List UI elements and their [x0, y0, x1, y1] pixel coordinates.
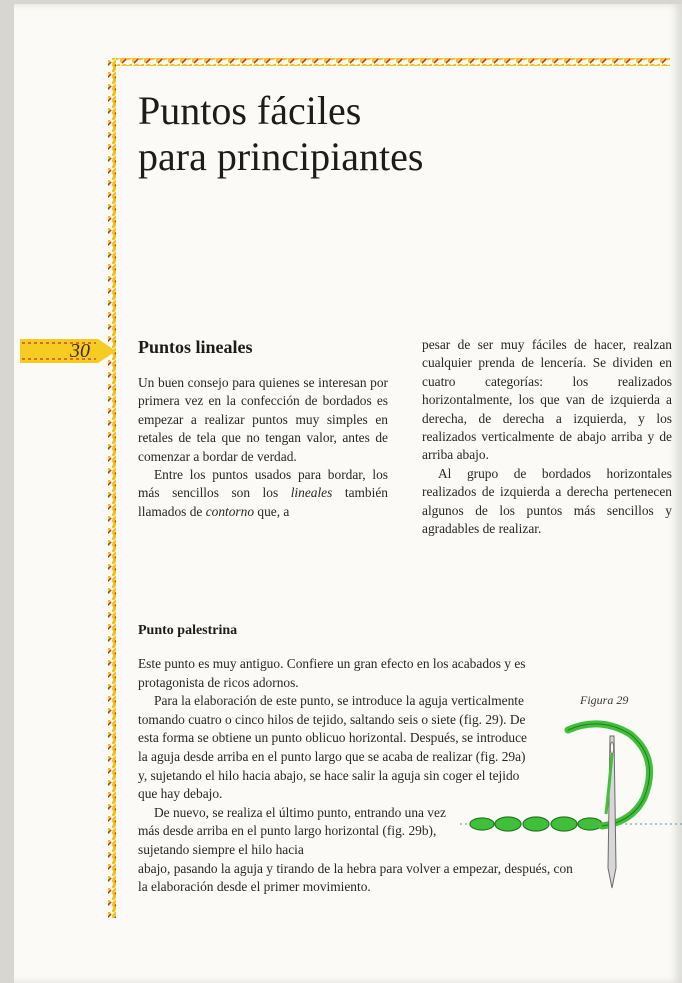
section-heading-puntos-lineales: Puntos lineales: [138, 337, 253, 357]
text-run: que, a: [254, 503, 290, 519]
paragraph: Este punto es muy antiguo. Confiere un gran efecto en los acabados y es protagonista de ricos adornos.: [138, 656, 526, 690]
paragraph: abajo, pasando la aguja y tirando de la hebra para volver a empezar, después, con la elaboración desde el primer movimiento.: [138, 860, 573, 895]
paragraph: Un buen consejo para quienes se interesan por primera vez en la confección de bordados es empezar a realizar puntos muy simples en retales de tela que no tengan valor, antes de comenzar a bordar de verdad.: [138, 375, 388, 464]
figure-caption: Figura 29: [580, 693, 629, 707]
paragraph: De nuevo, se realiza el último punto, entrando una vez más desde arriba en el punto largo horizontal (fig. 29b), sujetando siempre el hilo hacia: [138, 804, 446, 857]
page-number: 30: [70, 340, 90, 362]
right-column: [422, 336, 672, 538]
paragraph: [138, 466, 388, 521]
section-heading-punto-palestrina: Punto palestrina: [138, 623, 238, 638]
title-line-2: para principiantes: [138, 134, 424, 179]
paragraph: pesar de ser muy fáciles de hacer, realzan cualquier prenda de lencería. Se dividen en cuatro categorías: los realizados horizontalmente, los que van de izquierda a derecha, de derecha a izquierda, y los realizados verticalmente de abajo arriba y de arriba abajo.: [422, 337, 672, 463]
emphasis-contorno: contorno: [205, 503, 255, 519]
palestrina-stitch-illustration: [460, 718, 682, 898]
text-run: también llamados de: [138, 485, 388, 519]
text-run: Entre los puntos usados para bordar, los más sencillos son los: [138, 467, 388, 501]
page-title: [138, 88, 423, 180]
left-column: [138, 374, 388, 521]
emphasis-lineales: lineales: [290, 485, 333, 501]
paragraph: Para la elaboración de este punto, se introduce la aguja verticalmente tomando cuatro o cinco hilos de tejido, saltando seis o siete (fig. 29). De esta forma se obtiene un punto oblicuo horizontal. Después, se introduce la aguja desde arriba en el punto largo que se acaba de realizar (fig. 29a) y, sujetando el hilo hacia abajo, se hace salir la aguja sin coger el tejido que hay debajo.: [138, 693, 527, 802]
paragraph: Al grupo de bordados horizontales realizados de izquierda a derecha pertenecen algunos de los puntos más sencillos y agradables de realizar.: [422, 465, 672, 537]
title-line-1: Puntos fáciles: [138, 88, 362, 133]
